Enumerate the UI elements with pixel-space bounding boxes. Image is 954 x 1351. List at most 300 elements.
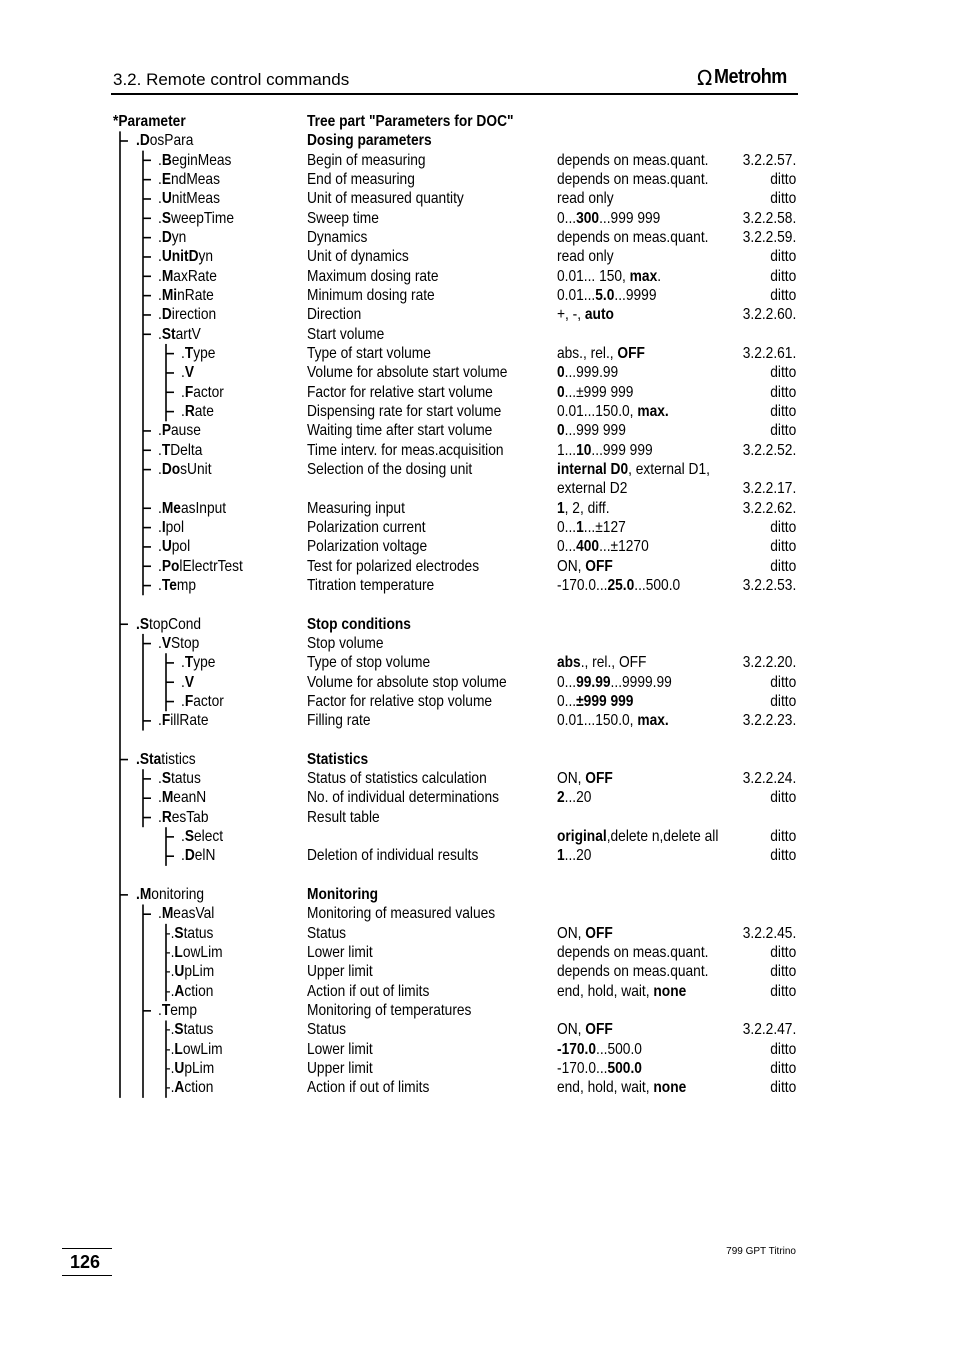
section-reference: ditto [769,1079,796,1097]
text-fragment: P [161,422,172,440]
text-fragment: . [158,712,162,730]
command-name [158,325,201,344]
text-fragment: , external D1, [628,460,710,478]
text-fragment: Unit of dynamics [307,248,409,266]
command-name [158,151,231,170]
text-fragment: . [158,248,162,266]
text-fragment: yn [198,248,214,266]
footer-rule [62,1248,112,1249]
text-fragment: U [161,538,172,556]
table-row [0,576,954,595]
text-fragment: M [139,886,152,904]
text-fragment: Unit of measured quantity [307,190,464,208]
command-description [307,943,373,962]
section-reference: 3.2.2.62. [742,499,796,517]
text-fragment: OFF [585,770,613,788]
text-fragment: . [158,538,162,556]
table-row [0,692,954,711]
text-fragment: depends on meas.quant. [557,151,709,169]
table-row [0,943,954,962]
text-fragment: D [139,132,150,150]
text-fragment: 400 [576,538,600,556]
text-fragment: ON, [557,1021,586,1039]
table-row [0,1020,954,1039]
text-fragment: Action if out of limits [307,982,430,1000]
text-fragment: M [161,905,174,923]
text-fragment: Stop conditions [307,615,411,633]
text-fragment: Status of statistics calculation [307,770,487,788]
command-name [181,653,215,672]
command-description [307,305,361,324]
text-fragment: yn [171,228,187,246]
text-fragment: ...999 999 [564,422,626,440]
table-row [0,1059,954,1078]
command-description [307,170,415,189]
text-fragment: . [158,557,162,575]
text-fragment: max. [637,712,669,730]
text-fragment: auto [584,306,614,324]
section-reference: ditto [769,286,796,304]
text-fragment: Status [307,1021,347,1039]
text-fragment: *Parameter [113,113,186,130]
text-fragment: . [136,750,140,768]
command-description [307,344,431,363]
section-reference: ditto [769,557,796,575]
text-fragment: Minimum dosing rate [307,286,435,304]
command-name [166,1020,213,1039]
command-name [166,982,213,1001]
text-fragment: -. [166,944,175,962]
text-fragment: Deletion of individual results [307,847,479,865]
text-fragment: Sweep time [307,209,379,227]
text-fragment: 0... [557,673,577,691]
text-fragment: -170.0... [557,1060,608,1078]
text-fragment: ...999.99 [564,364,619,382]
text-fragment: . [136,886,140,904]
section-reference: ditto [769,538,796,556]
text-fragment: Type of start volume [307,344,431,362]
text-fragment: ...999 999 [599,209,661,227]
command-description [307,1078,429,1097]
text-fragment: abs [557,654,581,672]
section-reference: 3.2.2.57. [742,151,796,169]
text-fragment: Delta [170,441,203,459]
command-description [307,325,384,344]
text-fragment: . [158,576,162,594]
command-name [181,383,224,402]
command-name [166,962,214,981]
table-row [0,286,954,305]
command-name [181,846,215,865]
text-fragment: Action if out of limits [307,1079,430,1097]
section-reference: ditto [769,963,796,981]
text-fragment: . [158,170,162,188]
command-description [307,131,432,150]
table-row [0,189,954,208]
text-fragment: L [174,944,183,962]
command-name [158,170,220,189]
value-range [557,537,649,556]
text-fragment: ...500.0 [596,1040,642,1058]
text-fragment: Lower limit [307,1040,373,1058]
command-description [307,383,493,402]
text-fragment: Time interv. for meas.acquisition [307,441,504,459]
table-row [0,421,954,440]
command-name [136,885,204,904]
text-fragment: -. [166,1021,175,1039]
command-description [307,537,427,556]
text-fragment: Selection of the dosing unit [307,460,473,478]
text-fragment: U [174,1060,185,1078]
command-description [307,363,507,382]
text-fragment: . [181,847,185,865]
text-fragment: . [136,615,140,633]
command-description [307,808,380,827]
text-fragment: . [181,364,185,382]
text-fragment: osPara [149,132,194,150]
text-fragment: -. [166,1079,175,1097]
command-name [166,1078,213,1097]
text-fragment: Te [161,576,177,594]
command-description [307,1020,346,1039]
text-fragment: 0.01... [557,286,596,304]
text-fragment: 0... [557,692,577,710]
command-name [166,943,223,962]
table-row [0,924,954,943]
command-description [307,286,435,305]
section-reference: ditto [769,383,796,401]
text-fragment: Direction [307,306,362,324]
text-fragment: 10 [576,441,592,459]
value-range [557,788,591,807]
command-description [307,576,434,595]
table-row [0,112,954,131]
value-range [557,711,669,730]
section-reference: ditto [769,518,796,536]
text-fragment: 0... [557,209,577,227]
text-fragment: . [181,383,185,401]
value-range [557,499,610,518]
text-fragment: ...999 999 [591,441,653,459]
command-description [307,247,409,266]
text-fragment: S [139,615,150,633]
text-fragment: . [158,325,162,343]
text-fragment: 0.01...150.0, [557,712,638,730]
command-description [307,499,405,518]
table-row [0,479,954,498]
text-fragment: ...20 [564,789,592,807]
text-fragment: Result table [307,808,380,826]
text-fragment: 0 [557,383,565,401]
text-fragment: elect [194,828,224,846]
text-fragment: M [161,267,174,285]
table-row [0,170,954,189]
command-description [307,924,346,943]
command-description [307,518,426,537]
section-reference: ditto [769,789,796,807]
command-name [158,634,199,653]
value-range [557,421,626,440]
value-range [557,267,661,286]
text-fragment: 0... [557,538,577,556]
value-range [557,209,660,228]
text-fragment: -. [166,1060,175,1078]
text-fragment: external D2 [557,480,628,498]
text-fragment: Stop [171,634,200,652]
command-description [307,1040,373,1059]
text-fragment: Polarization current [307,518,426,536]
table-row [0,228,954,247]
command-name [158,228,186,247]
text-fragment: . [158,306,162,324]
command-description [307,112,514,131]
text-fragment: . [158,770,162,788]
command-name [158,247,213,266]
command-name [113,112,186,131]
text-fragment: 1 [557,499,565,517]
table-row [0,247,954,266]
text-fragment: OFF [585,557,613,575]
command-description [307,904,495,923]
text-fragment: topCond [149,615,202,633]
blank-row [0,866,954,885]
command-name [166,924,213,943]
text-fragment: 2 [557,789,565,807]
text-fragment: Mi [161,286,178,304]
section-reference: 3.2.2.53. [742,576,796,594]
text-fragment: Stop volume [307,634,384,652]
command-name [158,267,217,286]
text-fragment: . [158,1002,162,1020]
command-description [307,402,501,421]
text-fragment: L [174,1040,183,1058]
text-fragment: eanN [173,789,207,807]
text-fragment: ction [184,1079,214,1097]
command-description [307,209,379,228]
text-fragment: ±999 999 [576,692,634,710]
value-range [557,576,680,595]
text-fragment: nRate [177,286,214,304]
table-row [0,962,954,981]
text-fragment: D [161,228,172,246]
text-fragment: 300 [576,209,600,227]
table-row [0,209,954,228]
text-fragment: Waiting time after start volume [307,422,493,440]
value-range [557,846,591,865]
page-number: 126 [70,1252,101,1272]
text-fragment: sUnit [180,460,212,478]
text-fragment: F [161,712,171,730]
section-reference: 3.2.2.60. [742,306,796,324]
text-fragment: U [161,190,172,208]
section-reference: ditto [769,402,796,420]
text-fragment: tatus [183,1021,214,1039]
text-fragment: ...9999 [614,286,657,304]
section-reference: 3.2.2.58. [742,209,796,227]
text-fragment: Sta [139,750,162,768]
table-row [0,846,954,865]
command-description [307,711,370,730]
section-reference: 3.2.2.20. [742,654,796,672]
text-fragment: . [158,190,162,208]
command-name [158,769,201,788]
text-fragment: tatus [183,924,214,942]
text-fragment: . [158,267,162,285]
section-reference: ditto [769,847,796,865]
text-fragment: none [653,982,687,1000]
text-fragment: . [158,808,162,826]
metrohm-logo [697,66,795,89]
table-row [0,363,954,382]
text-fragment: . [181,402,185,420]
value-range [557,228,708,247]
text-fragment: axRate [173,267,217,285]
parameter-table [0,112,954,1098]
text-fragment: owLim [182,1040,223,1058]
section-title: 3.2. Remote control commands [113,70,350,89]
text-fragment: E [161,170,172,188]
value-range [557,982,686,1001]
text-fragment: esTab [171,808,209,826]
table-row [0,904,954,923]
value-range [557,305,614,324]
blank-row [0,731,954,750]
command-name [158,711,208,730]
text-fragment: pol [165,518,185,536]
text-fragment: S [174,924,184,942]
table-row [0,1001,954,1020]
section-reference: ditto [769,982,796,1000]
text-fragment: end, hold, wait, [557,1079,654,1097]
table-row [0,673,954,692]
text-fragment: none [653,1079,687,1097]
text-fragment: ...20 [564,847,592,865]
value-range [557,383,633,402]
text-fragment: . [158,518,162,536]
text-fragment: Filling rate [307,712,371,730]
command-description [307,267,439,286]
table-row [0,827,954,846]
text-fragment: . [136,132,140,150]
text-fragment: 1... [557,441,577,459]
text-fragment: tatus [171,770,201,788]
text-fragment: easVal [173,905,215,923]
section-reference: 3.2.2.52. [742,441,796,459]
text-fragment: Upper limit [307,1060,373,1078]
command-description [307,885,378,904]
section-reference: 3.2.2.59. [742,228,796,246]
table-row [0,615,954,634]
command-description [307,962,373,981]
command-description [307,673,507,692]
table-row [0,383,954,402]
text-fragment: Type of stop volume [307,654,431,672]
text-fragment: onitoring [151,886,205,904]
text-fragment: . [181,673,185,691]
text-fragment: Maximum dosing rate [307,267,439,285]
command-name [136,615,201,634]
command-description [307,982,429,1001]
command-name [158,518,184,537]
text-fragment: Volume for absolute stop volume [307,673,507,691]
text-fragment: T [184,654,194,672]
command-name [158,788,206,807]
text-fragment: ype [193,344,216,362]
text-fragment: depends on meas.quant. [557,944,709,962]
section-reference: ditto [769,1060,796,1078]
text-fragment: ON, [557,557,586,575]
section-reference: ditto [769,673,796,691]
table-row [0,1078,954,1097]
text-fragment: -170.0... [557,576,608,594]
command-name [166,1040,223,1059]
text-fragment: end, hold, wait, [557,982,654,1000]
text-fragment: asInput [180,499,227,517]
command-name [158,421,201,440]
text-fragment: Status [307,924,347,942]
command-name [181,673,194,692]
text-fragment: ause [171,422,201,440]
command-name [158,808,208,827]
value-range [557,189,614,208]
text-fragment: max [629,267,658,285]
text-fragment: nitMeas [171,190,220,208]
text-fragment: OFF [617,344,645,362]
command-description [307,189,464,208]
text-fragment: ., rel., OFF [580,654,647,672]
value-range [557,441,653,460]
text-fragment: ndMeas [171,170,220,188]
value-range [557,247,614,266]
text-fragment: weepTime [171,209,234,227]
text-fragment: . [158,422,162,440]
text-fragment: artV [175,325,201,343]
text-fragment: . [181,828,185,846]
command-description [307,441,504,460]
table-row [0,460,954,479]
text-fragment: Me [161,499,181,517]
value-range [557,518,626,537]
command-description [307,750,368,769]
section-reference: 3.2.2.24. [742,770,796,788]
command-description [307,460,472,479]
text-fragment: D [184,847,195,865]
section-reference: 3.2.2.61. [742,344,796,362]
value-range [557,924,613,943]
text-fragment: irection [171,306,217,324]
command-name [181,363,194,382]
text-fragment: 0 [557,422,565,440]
section-reference: ditto [769,364,796,382]
text-fragment: . [181,344,185,362]
text-fragment: Dynamics [307,228,368,246]
text-fragment: 99.99 [576,673,611,691]
table-row [0,711,954,730]
text-fragment: Start volume [307,325,385,343]
command-name [158,557,243,576]
value-range [557,943,708,962]
text-fragment: OFF [585,924,613,942]
text-fragment: Test for polarized electrodes [307,557,480,575]
text-fragment: B [161,151,172,169]
text-fragment: 500.0 [607,1060,642,1078]
table-row [0,131,954,150]
value-range [557,151,708,170]
text-fragment: Statistics [307,750,369,768]
text-fragment: , 2, diff. [564,499,610,517]
text-fragment: 0.01...150.0, [557,402,638,420]
text-fragment: Do [161,460,181,478]
